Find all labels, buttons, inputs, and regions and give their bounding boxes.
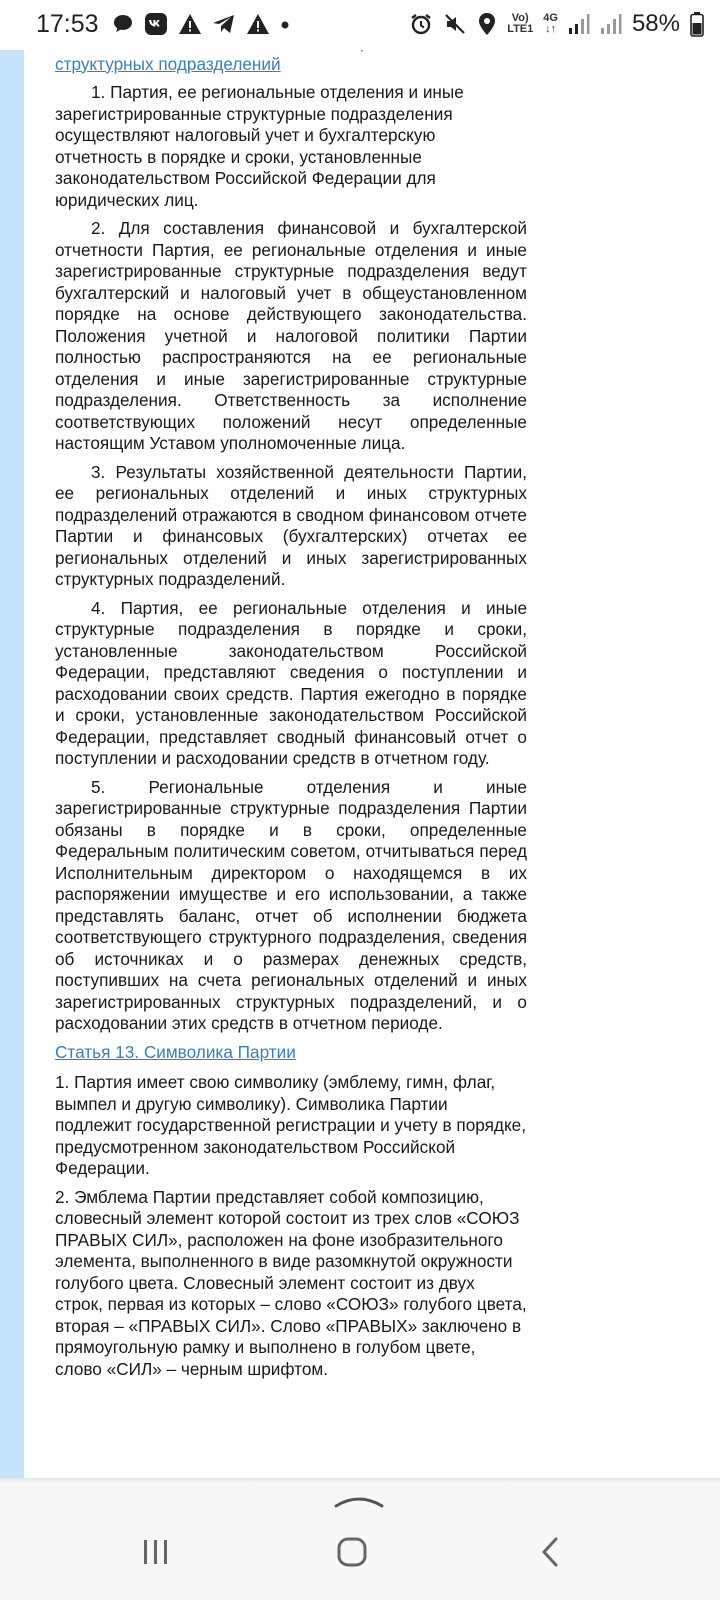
- article-12-link[interactable]: структурных подразделений: [55, 53, 281, 74]
- chevron-up-icon[interactable]: [334, 1490, 384, 1510]
- telegram-icon: [212, 13, 236, 35]
- data-arrows-icon: ↓↑: [545, 23, 557, 35]
- article-13-link[interactable]: Статья 13. Символика Партии: [55, 1041, 296, 1062]
- recents-icon: [141, 1538, 171, 1566]
- mute-icon: [443, 12, 467, 36]
- back-button[interactable]: [520, 1528, 580, 1576]
- signal-icon: [600, 13, 622, 35]
- article-13-paragraph-2: 2. Эмблема Партии представляет собой композицию, словесный элемент которой состоит из трех слов «СОЮЗ ПРАВЫХ СИЛ», расположен на фоне изобразительного элемента, выполненного в виде разомкнутой окружности голубого цвета. Словесный элемент состоит из двух строк, первая из которых – слово «СОЮЗ» голубого цвета, вторая – «ПРАВЫХ СИЛ». Слово «ПРАВЫХ» заключено в прямоугольную рамку и выполнено в голубом цвете, слово «СИЛ» – черным шрифтом.: [55, 1186, 527, 1379]
- location-icon: [477, 12, 497, 36]
- alarm-icon: [409, 12, 433, 36]
- article-13-paragraph-1: 1. Партия имеет свою символику (эмблему, гимн, флаг, вымпел и другую символику). Символика Партии подлежит государственной регистрации и учету в порядке, предусмотренном законодательством Российской Федерации.: [55, 1072, 527, 1178]
- network-type-label: 4G: [543, 12, 558, 24]
- article-12-paragraph-4: 4. Партия, ее региональные отделения и иные структурные подразделения в порядке и сроки, установленные законодательством Российской Федерации, представляют сведения о поступлении и расходовании своих средств. Партия ежегодно в порядке и сроки, установленные законодательством Российской Федерации, представляет сводный финансовый отчет о поступлении и расходовании средств в отчетном году.: [55, 597, 527, 768]
- recents-button[interactable]: [126, 1528, 186, 1576]
- home-icon: [336, 1536, 368, 1568]
- chat-bubble-icon: [112, 13, 134, 35]
- article-12-paragraph-5: 5. Региональные отделения и иные зарегистрированные структурные подразделения Партии обязаны в порядке и в сроки, определенные Федеральным политическим советом, отчитываться перед Исполнительным директором о находящемся в их распоряжении имуществе и его использовании, а также представлять баланс, отчет об исполнении бюджета соответствующего структурного подразделения, сведения об источниках и о размерах денежных средств, поступивших на счета региональных отделений и иных зарегистрированных структурных подразделений, и о расходовании этих средств в отчетном периоде.: [55, 776, 527, 1033]
- status-time: 17:53: [36, 10, 99, 38]
- vk-icon: [144, 12, 168, 36]
- home-button[interactable]: [322, 1528, 382, 1576]
- article-12-paragraph-1: 1. Партия, ее региональные отделения и иные зарегистрированные структурные подразделения осуществляют налоговый учет и бухгалтерскую отчетность в порядке и сроки, установленные законодательством Российской Федерации для юридических лиц.: [55, 82, 464, 210]
- network-lte: LTE1: [507, 23, 534, 35]
- back-icon: [538, 1536, 562, 1568]
- notification-icons: [112, 12, 290, 36]
- signal-icon: [568, 13, 590, 35]
- network-volte: Vo): [511, 12, 529, 24]
- network-label: [507, 13, 533, 35]
- warning-icon: [178, 13, 202, 35]
- dot-icon: [280, 13, 290, 35]
- document-content: [55, 32, 527, 1387]
- article-12-paragraph-2: 2. Для составления финансовой и бухгалтерской отчетности Партия, ее региональные отделения и иные зарегистрированные структурные подразделения ведут бухгалтерский и налоговый учет в общеустановленном порядке на основе действующего законодательства. Положения учетной и налоговой политики Партии полностью распространяются на ее региональные отделения и иные зарегистрированные структурные подразделения. Ответственность за исполнение соответствующих положений несут определенные настоящим Уставом уполномоченные лица.: [55, 218, 527, 453]
- status-bar: [0, 0, 720, 50]
- battery-percent: 58%: [631, 10, 680, 37]
- system-icons: [409, 10, 704, 38]
- warning-icon: [246, 13, 270, 35]
- left-accent-bar: [0, 46, 24, 1481]
- network-type: [543, 13, 558, 35]
- battery-icon: [690, 11, 704, 37]
- article-12-paragraph-3: 3. Результаты хозяйственной деятельности Партии, ее региональных отделений и иных структурных подразделений отражаются в сводном финансовом отчете Партии и финансовых (бухгалтерских) отчетах ее региональных отделений и иных зарегистрированных структурных подразделений.: [55, 461, 527, 589]
- navigation-bar: [0, 1482, 720, 1600]
